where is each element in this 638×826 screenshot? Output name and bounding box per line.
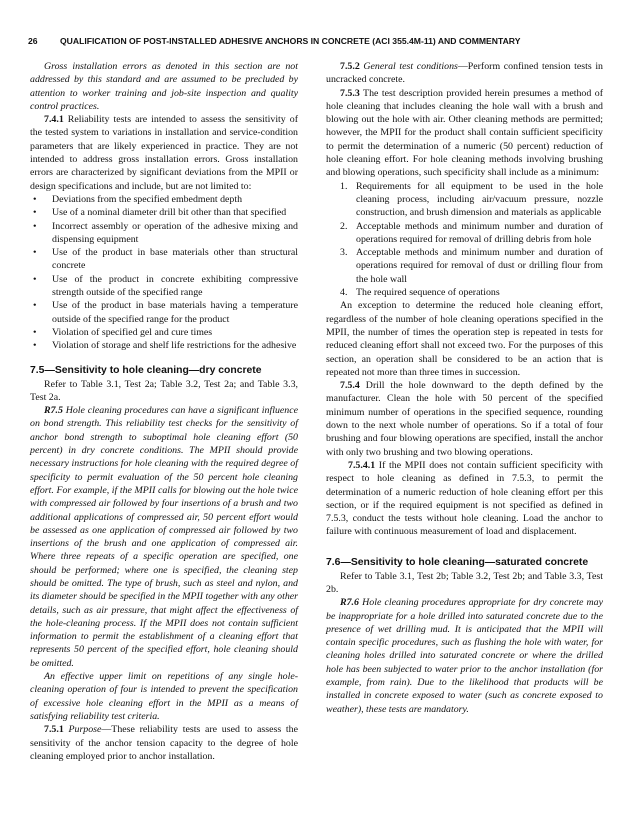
running-title: QUALIFICATION OF POST-INSTALLED ADHESIVE ANCHORS IN CONCRETE (ACI 355.4M-11) AND COMMENTARY — [60, 36, 521, 46]
commentary-text: Hole cleaning procedures appropriate for dry concrete may be inappropriate for a hole drilled into saturated concrete due to the presence of wet drilling mud. It is anticipated that the MPII will contain specific procedures, such as flushing the hole with water, for cleaning holes drilled into saturated concrete or where the drilled hole has been subjected to water prior to the anchor installation (for example, from rain). Due to the likelihood that products will be installed in concrete exposed to water (such as concrete exposed to weather), these tests are mandatory. — [326, 597, 603, 715]
section-7-5-3 — [326, 87, 603, 180]
list-item: • Use of the product in base materials having a temperature outside of the specified range for the product — [30, 299, 298, 326]
table-reference: Refer to Table 3.1, Test 2b; Table 3.2, Test 2b; and Table 3.3, Test 2b. — [326, 570, 603, 595]
list-text: Acceptable methods and minimum number and duration of operations required for removal of drilling debris from hole — [356, 220, 603, 245]
section-label: Purpose — [63, 724, 102, 736]
section-number: 7.5.1 — [44, 724, 64, 736]
section-label: General test conditions — [359, 61, 458, 72]
section-text: If the MPII does not contain sufficient specificity with respect to hole cleaning as defined in 7.5.3, to permit the determination of a numeric reduction of hole cleaning effort per this section, or if the required equipment is not specified as defined in 7.5.3, conduct the tests without hole cleaning. Load the anchor to failure with continuous measurement of load and displacement. — [326, 459, 603, 538]
list-item: • Use of the product in concrete exhibiting compressive strength outside of the specified range — [30, 273, 298, 300]
list-item: • Violation of storage and shelf life restrictions for the adhesive — [30, 339, 298, 352]
list-item: • Use of a nominal diameter drill bit other than that specified — [30, 206, 298, 219]
section-7-4-1 — [30, 113, 298, 193]
section-number: 7.5.4.1 — [348, 459, 376, 471]
section-text: Drill the hole downward to the depth defined by the manufacturer. Clean the hole with 50 percent of the specified minimum number of operations in the specified sequence, rounding down to the next whole number of operations. So if a total of four brushing and four blowing operations are specified, install the anchor with only two brushing and two blowing operations. — [326, 380, 603, 458]
section-number: 7.5.3 — [340, 87, 360, 99]
list-item — [326, 246, 603, 286]
section-text: —These reliability tests are used to assess the sensitivity of the anchor tension capacity to the degree of hole cleaning employed prior to anchor installation. — [30, 724, 298, 762]
commentary-r7-6 — [326, 596, 603, 716]
gross-errors-list — [30, 193, 298, 353]
list-number: 2. — [340, 220, 348, 232]
list-number: 1. — [340, 180, 348, 192]
list-number: 3. — [340, 247, 348, 259]
right-column — [326, 60, 603, 716]
commentary-paragraph: An effective upper limit on repetitions of any single hole-cleaning operation of four is intended to prevent the specification of excessive hole cleaning effort in the MPII as a means of satisfying reliability test criteria. — [30, 671, 298, 722]
left-column — [30, 60, 298, 763]
list-item: • Use of the product in base materials other than structural concrete — [30, 246, 298, 273]
section-heading-7-6: 7.6—Sensitivity to hole cleaning—saturated concrete — [326, 556, 589, 568]
commentary-label: R7.6 — [340, 597, 359, 609]
commentary-paragraph: Gross installation errors as denoted in this section are not addressed by this standard and are assumed to be precluded by attention to worker training and job-site inspection and quality control practices. — [30, 61, 298, 112]
section-text: The test description provided herein presumes a method of hole cleaning that includes cleaning the hole wall with a brush and blowing out the hole with air. Other cleaning methods are permitted; however, the MPII for the product shall contain sufficient specificity to permit the determination of a numeric (50 percent) reduction of hole cleaning effort. For hole cleaning methods involving brushing and blowing operations, such specificity shall include as a minimum: — [326, 87, 603, 179]
section-number: 7.5.4 — [340, 380, 360, 392]
section-7-5-4 — [326, 379, 603, 459]
list-text: Requirements for all equipment to be used in the hole cleaning process, including air/vacuum pressure, nozzle construction, and brush dimension and materials as applicable — [356, 180, 603, 219]
section-7-5-1 — [30, 723, 298, 763]
commentary-label: R7.5 — [44, 405, 63, 417]
running-header — [28, 36, 618, 46]
section-text: Reliability tests are intended to assess the sensitivity of the tested system to variations in installation and service-condition parameters that are likely experienced in practice. They are not intended to address gross installation errors. Gross installation errors are characterized by significant deviations from the MPII or design specifications and include, but are not limited to: — [30, 114, 298, 192]
list-number: 4. — [340, 287, 348, 299]
section-7-5-4-1 — [326, 459, 603, 539]
section-number: 7.4.1 — [44, 114, 64, 126]
section-number: 7.5.2 — [340, 61, 360, 72]
section-text: —Perform confined tension tests in uncracked concrete. — [326, 61, 603, 86]
commentary-text: Hole cleaning procedures can have a significant influence on bond strength. This reliability test checks for the sensitivity of anchor bond strength to suboptimal hole cleaning effort (50 percent) in dry concrete conditions. The MPII should provide necessary instructions for hole cleaning with the required degree of specificity to permit evaluation of the 50 percent hole cleaning effort. For example, if the MPII calls for blowing out the hole twice with compressed air followed by four insertions of a brush and two additional applications of compressed air, 50 percent effort would be assessed as one application of compressed air followed by two insertions of the brush and one application of compressed air. Where three repeats of a specific operation are specified, one should be performed; where one is specified, the cleaning step should be omitted. The type of brush, such as steel and nylon, and its diameter should be specified in the MPII together with any other details, such as air pressure, that might affect the effectiveness of the hole-cleaning process. If the MPII does not contain sufficient information to permit the establishment of a cleaning effort that represents 50 percent of the specified effort, hole cleaning should be omitted. — [30, 405, 298, 669]
list-item: • Violation of specified gel and cure times — [30, 326, 298, 339]
list-item — [326, 220, 603, 247]
exception-paragraph: An exception to determine the reduced hole cleaning effort, regardless of the number of hole cleaning operations specified in the MPII, the number of times the operation step is repeated in tests for reduced cleaning effort shall not exceed two. For the purposes of this section, an operation shall be considered to be an action that is repeated not more than three times in succession. — [326, 300, 603, 378]
list-item: • Deviations from the specified embedment depth — [30, 193, 298, 206]
list-text: The required sequence of operations — [356, 287, 500, 299]
section-heading-7-5: 7.5—Sensitivity to hole cleaning—dry concrete — [30, 364, 262, 376]
cleaning-requirements-list — [326, 180, 603, 300]
list-item — [326, 286, 603, 299]
table-reference: Refer to Table 3.1, Test 2a; Table 3.2, Test 2a; and Table 3.3, Test 2a. — [30, 378, 298, 403]
page-number: 26 — [28, 36, 38, 46]
list-text: Acceptable methods and minimum number and duration of operations required for removal of dust or drilling flour from the hole wall — [356, 247, 603, 285]
list-item — [326, 180, 603, 220]
section-7-5-2 — [326, 60, 603, 87]
list-item: • Incorrect assembly or operation of the adhesive mixing and dispensing equipment — [30, 220, 298, 247]
commentary-r7-5 — [30, 404, 298, 670]
